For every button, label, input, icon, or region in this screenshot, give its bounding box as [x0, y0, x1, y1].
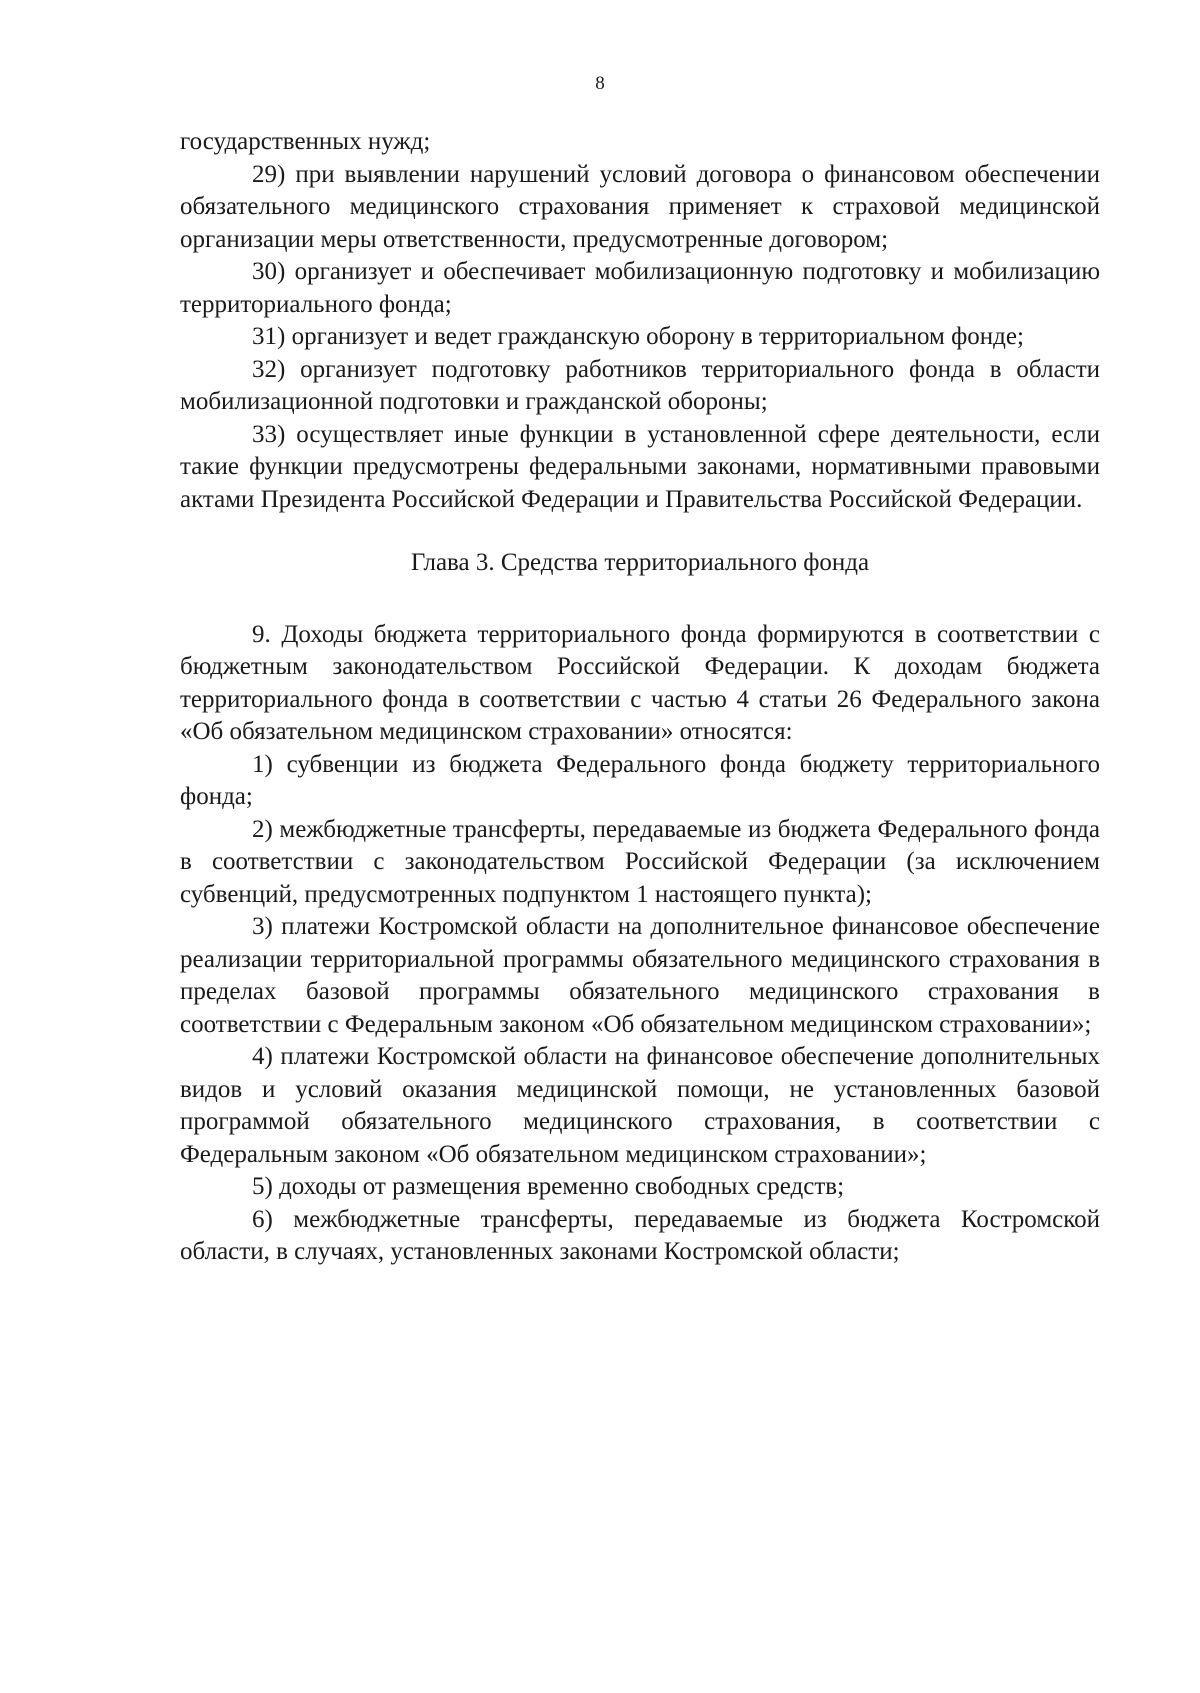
income-item-6: 6) межбюджетные трансферты, передаваемые из бюджета Костромской области, в случаях, установленных законами Костромской области; [180, 1205, 1100, 1265]
income-item-5: 5) доходы от размещения временно свободных средств; [252, 1173, 845, 1200]
income-item-2: 2) межбюджетные трансферты, передаваемые из бюджета Федерального фонда в соответствии с законодательством Российской Федерации (за исключением субвенций, предусмотренных подпунктом 1 настоящего пункта); [180, 815, 1100, 908]
income-item-1: 1) субвенции из бюджета Федерального фонда бюджету территориального фонда; [180, 750, 1100, 810]
section-9-paragraph: 9. Доходы бюджета территориального фонда формируются в соответствии с бюджетным законодательством Российской Федерации. К доходам бюджета территориального фонда в соответствии с частью 4 статьи 26 Федерального закона «Об обязательном медицинском страховании» относятся: [180, 620, 1100, 745]
income-item-4: 4) платежи Костромской области на финансовое обеспечение дополнительных видов и условий оказания медицинской помощи, не установленных базовой программой обязательного медицинского страхования, в соответствии с Федеральным законом «Об обязательном медицинском страховании»; [180, 1043, 1100, 1168]
chapter-title: Глава 3. Средства территориального фонда [410, 549, 870, 576]
income-item-3: 3) платежи Костромской области на дополнительное финансовое обеспечение реализации территориальной программы обязательного медицинского страхования в пределах базовой программы обязательного медицинского страхования в соответствии с Федеральным законом «Об обязательном медицинском страховании»; [180, 913, 1100, 1038]
list-item-32: 32) организует подготовку работников территориального фонда в области мобилизационной подготовки и гражданской обороны; [180, 355, 1100, 415]
list-item-31: 31) организует и ведет гражданскую оборону в территориальном фонде; [252, 323, 1024, 350]
document-body [180, 126, 1100, 1269]
list-item-30: 30) организует и обеспечивает мобилизационную подготовку и мобилизацию территориального фонда; [180, 258, 1100, 318]
page-number: 8 [595, 73, 605, 94]
list-item-29: 29) при выявлении нарушений условий договора о финансовом обеспечении обязательного медицинского страхования применяет к страховой медицинской организации меры ответственности, предусмотренные договором; [180, 160, 1100, 253]
paragraph-continuation: государственных нужд; [180, 128, 431, 155]
list-item-33: 33) осуществляет иные функции в установленной сфере деятельности, если такие функции предусмотрены федеральными законами, нормативными правовыми актами Президента Российской Федерации и Правительства Российской Федерации. [180, 420, 1100, 513]
